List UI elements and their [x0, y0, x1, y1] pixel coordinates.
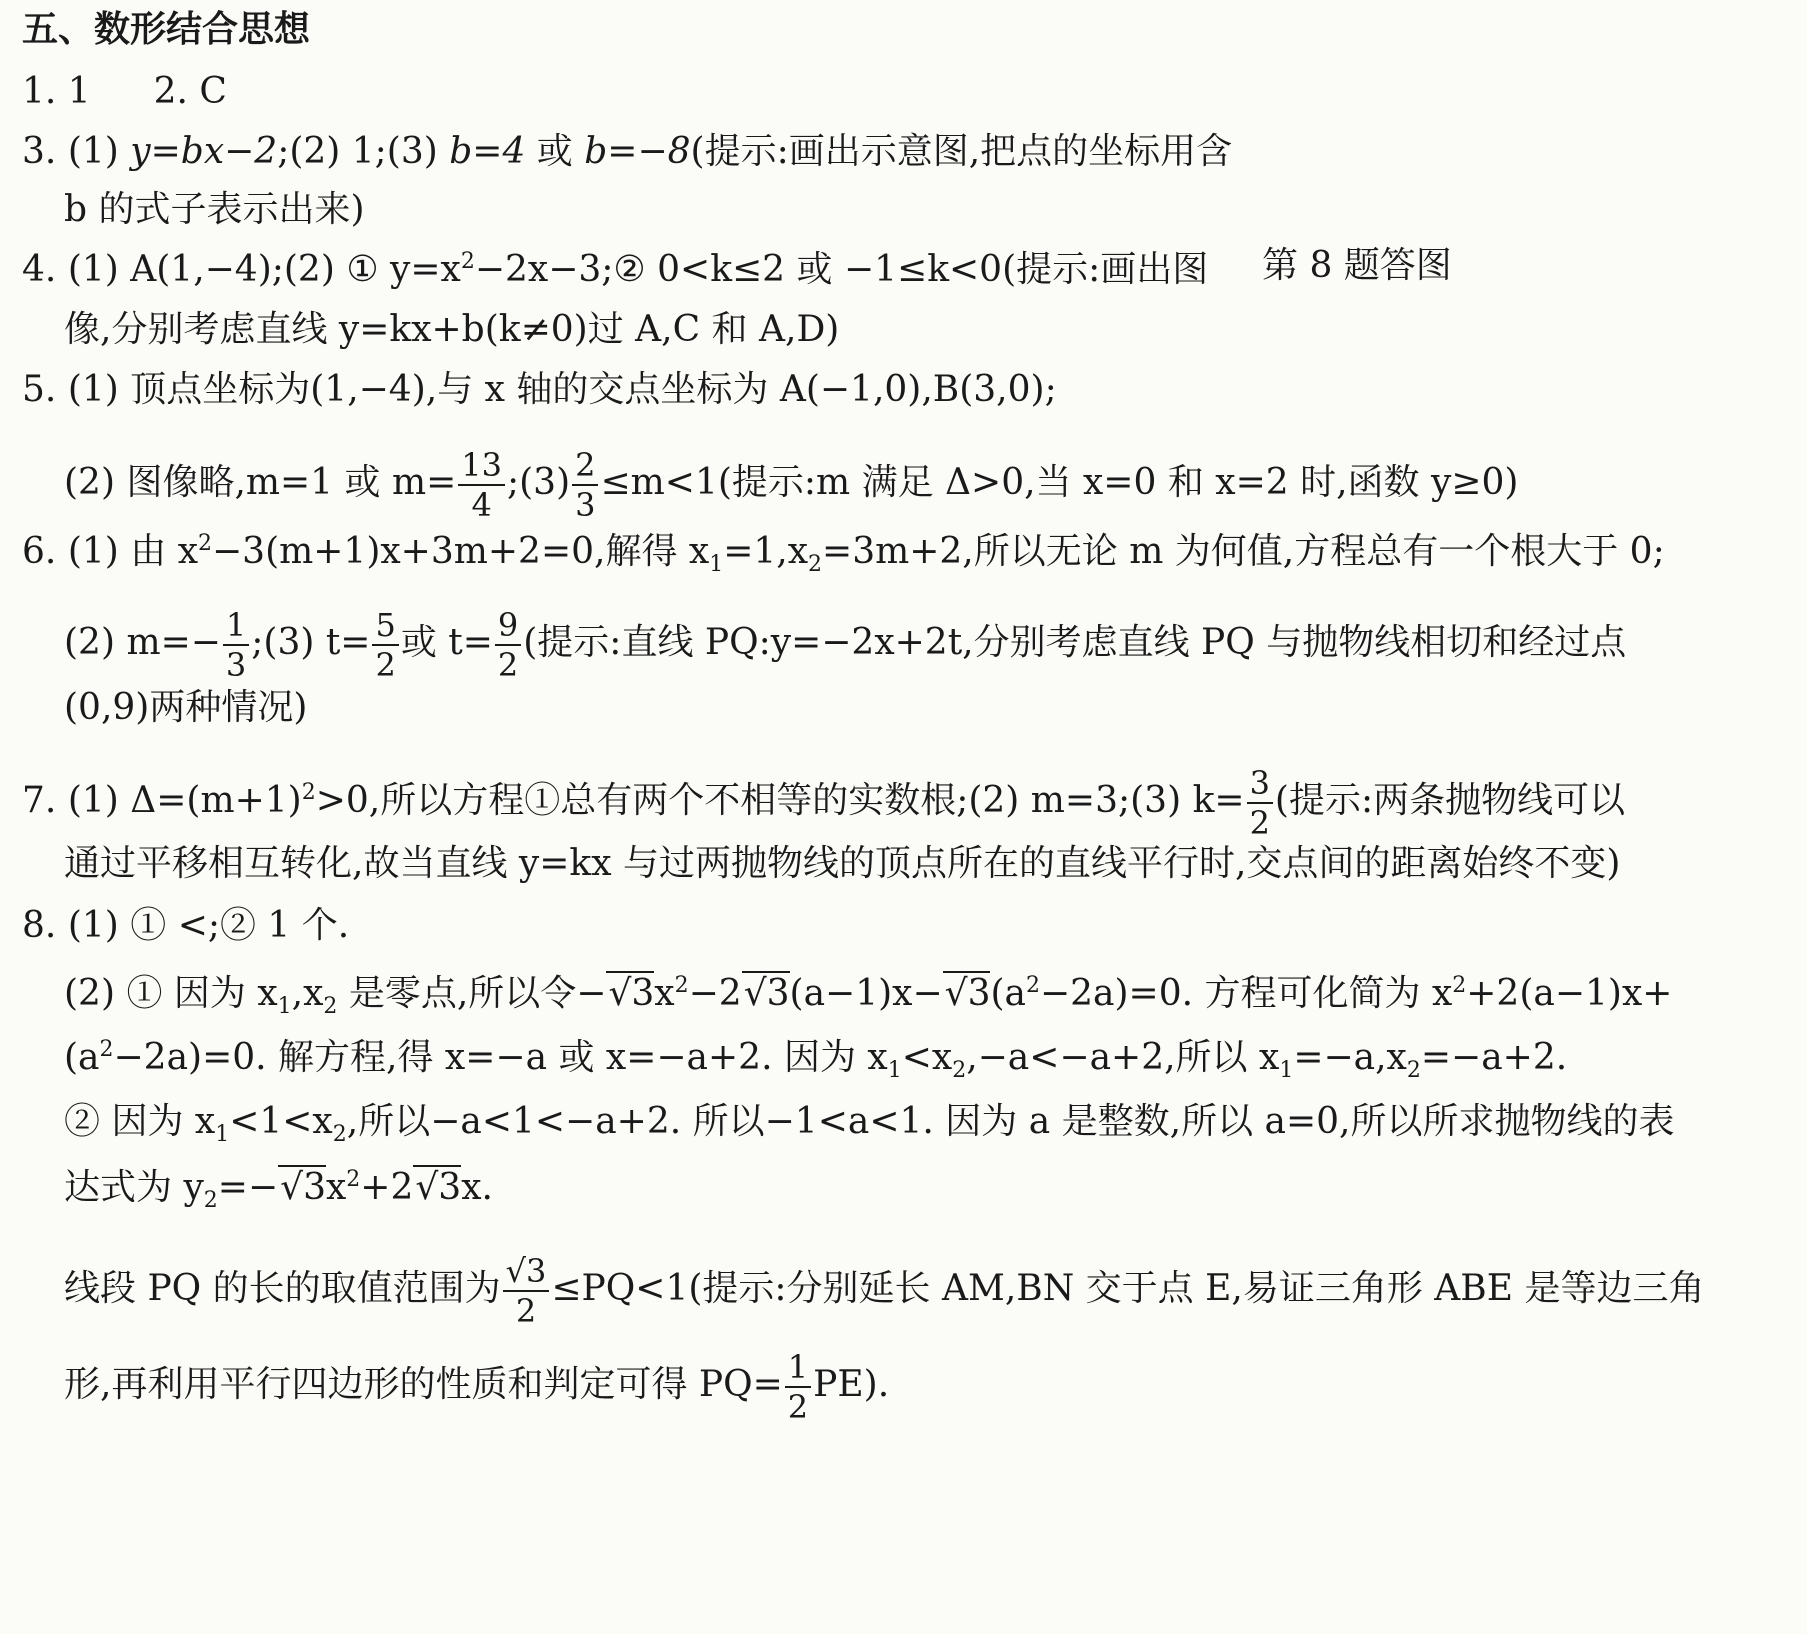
subscript: 1: [709, 552, 724, 578]
fraction-sqrt3-2: [503, 1252, 550, 1330]
fraction-1-3: [223, 606, 249, 684]
answer-5-line1: [22, 368, 1057, 412]
answer-8-text-g: (a: [990, 973, 1026, 1014]
answer-5-text-a: (2) 图像略,m=1 或 m=: [64, 462, 457, 503]
answer-5-line2: [64, 446, 1519, 524]
fraction-denominator: 4: [471, 486, 492, 524]
answer-8-text-d3: ,−a<−a+2,所以 x: [966, 1037, 1280, 1078]
tail-text-a2: 形,再利用平行四边形的性质和判定可得 PQ=: [64, 1364, 783, 1405]
tail-text-b: ≤PQ<1(提示:分别延长 AM,BN 交于点 E,易证三角形 ABE 是等边三角: [551, 1268, 1705, 1309]
fraction-5-2: [372, 606, 398, 684]
fraction-denominator: 3: [225, 646, 247, 684]
answer-6-text-c2: 或 t=: [400, 622, 493, 663]
answer-3-hint: (提示:画出示意图,把点的坐标用含: [690, 131, 1233, 172]
subscript: 2: [332, 1122, 347, 1148]
answer-8-text-a5: 达式为 y: [64, 1167, 204, 1208]
answer-6-line3: (0,9)两种情况): [64, 687, 308, 728]
fraction-denominator: 2: [515, 1292, 537, 1330]
fraction-2-3: [572, 446, 598, 524]
answer-6-line1: [22, 530, 1665, 578]
answer-8-text-e5: x.: [461, 1167, 493, 1208]
answer-3-or: 或: [525, 131, 585, 172]
answer-8-text-b: ,x: [291, 973, 324, 1014]
answer-2: 2. C: [153, 71, 227, 112]
answer-8-text-e3: =−a,x: [1293, 1037, 1407, 1078]
answer-5-text-c: ≤m<1(提示:m 满足 Δ>0,当 x=0 和 x=2 时,函数 y≥0): [600, 462, 1519, 503]
answer-5-text: (1) 顶点坐标为(1,−4),与 x 轴的交点坐标为 A(−1,0),B(3,0);: [67, 369, 1057, 410]
superscript: 2: [674, 973, 689, 998]
superscript: 2: [1025, 973, 1040, 998]
answer-3-part2: ;(2) 1;(3): [277, 131, 438, 172]
subscript: 1: [887, 1058, 902, 1084]
answer-8-text-h: −2a)=0. 方程可化简为 x: [1039, 973, 1453, 1014]
fraction-denominator: 2: [497, 646, 519, 684]
answer-3-b-value1: b=4: [449, 131, 526, 172]
fraction-denominator: 2: [787, 1388, 809, 1426]
answer-8-text-i: +2(a−1)x+: [1466, 973, 1673, 1014]
fraction-numerator: 3: [1247, 764, 1273, 804]
sqrt-3: √3: [280, 1167, 326, 1208]
superscript: 2: [198, 531, 212, 556]
answer-3-part1: (1): [67, 131, 119, 172]
answer-8-line5: [64, 1166, 493, 1214]
answer-5-number: 5.: [22, 369, 57, 410]
sqrt-3: √3: [944, 973, 991, 1014]
fraction-numerator: 2: [572, 446, 598, 486]
answer-8-text-a3: (a: [64, 1037, 100, 1078]
answer-6-text-d: =3m+2,所以无论 m 为何值,方程总有一个根大于 0;: [822, 531, 1665, 572]
fraction-9-2: [495, 606, 521, 684]
answer-5-text-b: ;(3): [507, 462, 571, 503]
figure-caption: 第 8 题答图: [1262, 245, 1452, 286]
answer-4-line2: 像,分别考虑直线 y=kx+b(k≠0)过 A,C 和 A,D): [64, 309, 840, 350]
subscript: 1: [277, 994, 292, 1020]
tail-text-b2: PE).: [813, 1364, 890, 1405]
subscript: 2: [323, 994, 338, 1020]
answer-8-text-c5: x: [325, 1167, 347, 1208]
answer-8-text-d5: +2: [360, 1167, 414, 1208]
answer-1: 1. 1: [22, 71, 91, 112]
answer-7-text-a: (1) Δ=(m+1): [67, 780, 302, 821]
answer-8-text-f: (a−1)x−: [789, 973, 943, 1014]
tail-line1: [64, 1252, 1705, 1330]
answer-7-number: 7.: [22, 780, 57, 821]
subscript: 1: [215, 1122, 230, 1148]
answer-6-text-a2: (2) m=−: [64, 622, 221, 663]
answer-7-text-c: (提示:两条抛物线可以: [1274, 780, 1626, 821]
fraction-numerator: 13: [458, 446, 505, 486]
fraction-numerator: √3: [503, 1252, 550, 1292]
answer-6-text-a: (1) 由 x: [67, 531, 198, 572]
answer-7-line1: [22, 764, 1626, 842]
answer-4-number: 4.: [22, 249, 57, 290]
subscript: 1: [1279, 1058, 1294, 1084]
answer-8-text-b3: −2a)=0. 解方程,得 x=−a 或 x=−a+2. 因为 x: [113, 1037, 888, 1078]
answer-3-line2: b 的式子表示出来): [64, 189, 365, 230]
fraction-denominator: 2: [1249, 804, 1270, 842]
answer-8-text-c3: <x: [901, 1037, 953, 1078]
answer-8-line2: [64, 972, 1673, 1020]
answer-7-line2: 通过平移相互转化,故当直线 y=kx 与过两抛物线的顶点所在的直线平行时,交点间的距离始终不变): [64, 843, 1621, 884]
subscript: 2: [1406, 1058, 1421, 1084]
answer-8-text-f3: =−a+2.: [1420, 1037, 1568, 1078]
answer-6-line2: [64, 606, 1627, 684]
answer-6-text-b2: ;(3) t=: [251, 622, 371, 663]
answer-3-equation: y=bx−2: [130, 131, 278, 172]
answer-8-number: 8.: [22, 905, 57, 946]
answer-8-line4: [64, 1100, 1675, 1148]
superscript: 2: [1452, 973, 1467, 998]
fraction-numerator: 9: [495, 606, 521, 646]
superscript: 2: [301, 780, 316, 805]
fraction-denominator: 3: [575, 486, 596, 524]
answer-8-line3: [64, 1036, 1568, 1084]
answer-8-line1: [22, 904, 349, 948]
superscript: 2: [460, 249, 475, 274]
tail-text-a: 线段 PQ 的长的取值范围为: [64, 1268, 501, 1309]
answer-7-text-b: >0,所以方程①总有两个不相等的实数根;(2) m=3;(3) k=: [315, 780, 1245, 821]
answer-8-text-a: (2) ① 因为 x: [64, 973, 278, 1014]
answer-8-text-b4: <1<x: [229, 1101, 333, 1142]
sqrt-3: √3: [608, 973, 655, 1014]
section-heading: 五、数形结合思想: [22, 9, 311, 50]
fraction-denominator: 2: [375, 646, 396, 684]
answer-8-text-c4: ,所以−a<1<−a+2. 所以−1<a<1. 因为 a 是整数,所以 a=0,所以所求抛物线的表: [346, 1101, 1675, 1142]
answer-3-b-value2: b=−8: [584, 131, 691, 172]
answer-8-text: (1) ① <;② 1 个.: [67, 905, 350, 946]
superscript: 2: [346, 1167, 361, 1192]
answer-6-text-d2: (提示:直线 PQ:y=−2x+2t,分别考虑直线 PQ 与抛物线相切和经过点: [523, 622, 1627, 663]
fraction-3-2: [1247, 764, 1273, 842]
answer-8-text-d: x: [654, 973, 675, 1014]
sqrt-3: √3: [743, 973, 790, 1014]
answer-8-text-a4: ② 因为 x: [64, 1101, 216, 1142]
answer-1-2: [22, 70, 227, 114]
answer-3-number: 3.: [22, 131, 57, 172]
answer-6-text-b: −3(m+1)x+3m+2=0,解得 x: [212, 531, 710, 572]
answer-3-line1: [22, 130, 1232, 174]
subscript: 2: [203, 1188, 218, 1214]
fraction-numerator: 1: [223, 606, 249, 646]
fraction-1-2: [785, 1348, 811, 1426]
answer-6-text-c: =1,x: [723, 531, 809, 572]
subscript: 2: [952, 1058, 967, 1084]
tail-line2: [64, 1348, 890, 1426]
subscript: 2: [808, 552, 823, 578]
sqrt-3: √3: [415, 1167, 462, 1208]
answer-6-number: 6.: [22, 531, 57, 572]
answer-4-text-b: −2x−3;② 0<k≤2 或 −1≤k<0(提示:画出图: [474, 249, 1209, 290]
answer-4-line1: [22, 248, 1208, 292]
fraction-numerator: 5: [372, 606, 398, 646]
fraction-numerator: 1: [785, 1348, 811, 1388]
superscript: 2: [99, 1037, 114, 1062]
answer-8-text-e: −2: [688, 973, 742, 1014]
fraction-13-4: [458, 446, 505, 524]
answer-8-text-c: 是零点,所以令−: [337, 973, 607, 1014]
answer-4-text-a: (1) A(1,−4);(2) ① y=x: [67, 249, 461, 290]
answer-8-text-b5: =−: [217, 1167, 279, 1208]
